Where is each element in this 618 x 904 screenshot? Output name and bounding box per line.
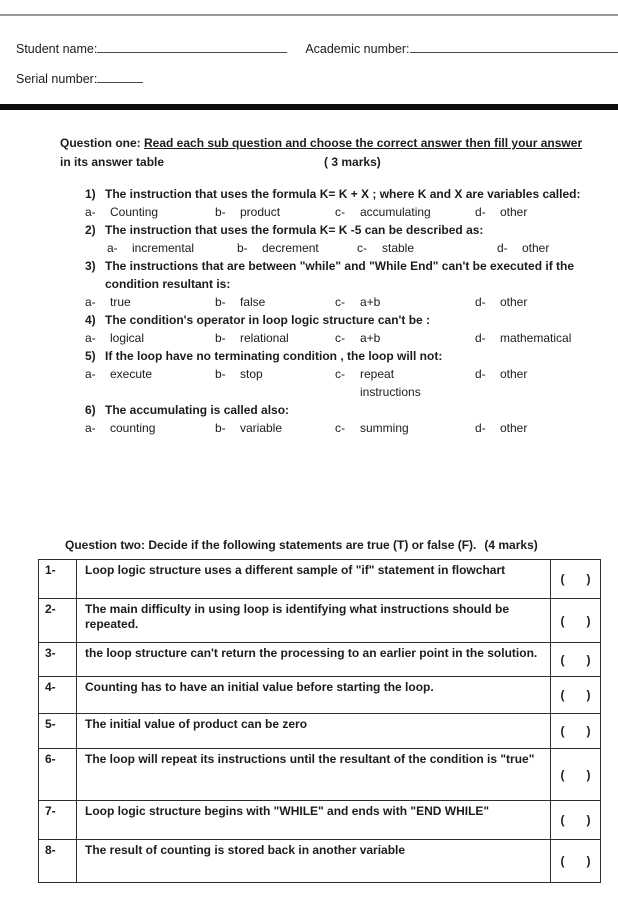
option-c: [357, 239, 497, 257]
option-letter: c-: [335, 295, 345, 309]
student-name-blank: [97, 39, 287, 53]
paren-open: (: [560, 688, 565, 702]
option-text: other: [500, 205, 528, 219]
mcq-number: 4): [85, 313, 96, 327]
option-letter: a-: [85, 205, 96, 219]
mcq-text: If the loop have no terminating condition , the loop will not:: [105, 349, 443, 363]
paren-open: (: [560, 813, 565, 827]
mcq-number: 2): [85, 223, 96, 237]
row-number: 1-: [39, 560, 77, 599]
paren-close: ): [586, 854, 591, 868]
option-a: [85, 329, 215, 347]
option-letter: c-: [357, 241, 367, 255]
row-number: 5-: [39, 714, 77, 749]
option-text: product: [240, 205, 281, 219]
mcq-number: 3): [85, 259, 96, 273]
option-text: repeat instructions: [360, 367, 421, 399]
paren-close: ): [586, 613, 591, 628]
option-text: true: [110, 295, 131, 309]
question-one-section: [60, 134, 592, 437]
row-statement: The loop will repeat its instructions until the resultant of the condition is "true": [77, 749, 551, 801]
option-a: [107, 239, 237, 257]
option-text: incremental: [132, 241, 195, 255]
serial-number-label: Serial number:: [16, 72, 98, 86]
option-text: decrement: [262, 241, 319, 255]
mcq-item-4: [85, 311, 590, 329]
option-letter: b-: [237, 241, 248, 255]
option-letter: c-: [335, 421, 345, 435]
option-text: other: [522, 241, 550, 255]
answer-cell: [551, 677, 601, 714]
option-letter: d-: [475, 421, 486, 435]
option-letter: c-: [335, 331, 345, 345]
question-one-marks: ( 3 marks): [324, 155, 381, 169]
question-two-heading: [65, 537, 618, 554]
paren-close: ): [586, 652, 591, 667]
mcq-number: 1): [85, 187, 96, 201]
option-text: false: [240, 295, 266, 309]
option-d: [475, 203, 590, 221]
mcq-options-4: [85, 329, 590, 347]
question-two-marks: (4 marks): [484, 538, 538, 552]
option-letter: a-: [85, 295, 96, 309]
answer-cell: [551, 643, 601, 677]
option-c: [335, 293, 475, 311]
paren-open: (: [560, 572, 565, 586]
row-number: 4-: [39, 677, 77, 714]
mcq-text: The condition's operator in loop logic structure can't be :: [105, 313, 431, 327]
section-divider: [0, 104, 618, 110]
option-text: variable: [240, 421, 283, 435]
true-false-table: [38, 559, 601, 883]
option-a: [85, 293, 215, 311]
option-letter: b-: [215, 205, 226, 219]
option-letter: d-: [497, 241, 508, 255]
mcq-options-2: [107, 239, 590, 257]
mcq-item-3: [85, 257, 590, 293]
row-statement: Loop logic structure begins with "WHILE" and ends with "END WHILE": [77, 801, 551, 840]
option-b: [215, 329, 335, 347]
option-text: other: [500, 421, 528, 435]
option-text: mathematical: [500, 331, 572, 345]
option-text: other: [500, 367, 528, 381]
option-text: relational: [240, 331, 289, 345]
question-one-heading: [60, 134, 592, 153]
mcq-number: 5): [85, 349, 96, 363]
option-letter: a-: [85, 331, 96, 345]
table-row-4: [39, 677, 601, 714]
mcq-options-1: [85, 203, 590, 221]
option-d: [475, 419, 590, 437]
option-a: [85, 365, 215, 401]
option-a: [85, 203, 215, 221]
academic-number-label: Academic number:: [305, 42, 410, 56]
mcq-text: The instruction that uses the formula K= K + X ; where K and X are variables called:: [105, 187, 581, 201]
answer-cell: [551, 840, 601, 883]
row-number: 8-: [39, 840, 77, 883]
question-one-heading-underlined: Read each sub question and choose the correct answer then fill your answer: [144, 136, 583, 150]
mcq-item-1: [85, 185, 590, 203]
option-b: [215, 203, 335, 221]
table-row-5: [39, 714, 601, 749]
option-d: [475, 329, 590, 347]
option-text: execute: [110, 367, 153, 381]
table-row-7: [39, 801, 601, 840]
option-letter: c-: [335, 367, 345, 381]
option-text: Counting: [110, 205, 159, 219]
option-b: [215, 365, 335, 401]
option-letter: d-: [475, 331, 486, 345]
answer-cell: [551, 599, 601, 643]
paren-open: (: [560, 854, 565, 868]
table-row-8: [39, 840, 601, 883]
mcq-options-5: [85, 365, 590, 401]
option-letter: b-: [215, 331, 226, 345]
option-text: a+b: [360, 331, 381, 345]
mcq-options-6: [85, 419, 590, 437]
header-row-1: [16, 39, 618, 56]
mcq-item-5: [85, 347, 590, 365]
option-c: [335, 419, 475, 437]
answer-cell: [551, 714, 601, 749]
option-d: [497, 239, 590, 257]
paren-close: ): [586, 767, 591, 782]
row-number: 7-: [39, 801, 77, 840]
student-name-label: Student name:: [16, 42, 98, 56]
row-number: 6-: [39, 749, 77, 801]
mcq-options-3: [85, 293, 590, 311]
option-c: [335, 365, 475, 401]
mcq-number: 6): [85, 403, 96, 417]
row-statement: Loop logic structure uses a different sample of "if" statement in flowchart: [77, 560, 551, 599]
answer-cell: [551, 801, 601, 840]
option-d: [475, 293, 590, 311]
question-one-heading-underlined-2: in its answer table: [60, 155, 165, 169]
option-text: stop: [240, 367, 263, 381]
table-row-6: [39, 749, 601, 801]
option-letter: d-: [475, 295, 486, 309]
option-b: [215, 293, 335, 311]
option-letter: a-: [107, 241, 118, 255]
table-row-3: [39, 643, 601, 677]
option-letter: a-: [85, 421, 96, 435]
question-one-heading-prefix: Question one:: [60, 136, 144, 150]
option-c: [335, 203, 475, 221]
row-statement: the loop structure can't return the processing to an earlier point in the solution.: [77, 643, 551, 677]
paren-close: ): [586, 813, 591, 827]
option-d: [475, 365, 590, 401]
paren-open: (: [560, 652, 565, 667]
paren-close: ): [586, 724, 591, 738]
option-c: [335, 329, 475, 347]
mcq-item-2: [85, 221, 590, 239]
option-text: stable: [382, 241, 415, 255]
top-divider: [0, 14, 618, 16]
table-row-1: [39, 560, 601, 599]
academic-number-blank: [410, 39, 618, 53]
option-text: summing: [360, 421, 409, 435]
paren-open: (: [560, 613, 565, 628]
paren-close: ): [586, 688, 591, 702]
paren-close: ): [586, 572, 591, 586]
mcq-text: The accumulating is called also:: [105, 403, 290, 417]
paren-open: (: [560, 767, 565, 782]
answer-cell: [551, 749, 601, 801]
option-text: counting: [110, 421, 156, 435]
option-letter: d-: [475, 367, 486, 381]
row-number: 2-: [39, 599, 77, 643]
option-b: [237, 239, 357, 257]
option-text: a+b: [360, 295, 381, 309]
option-letter: b-: [215, 367, 226, 381]
row-statement: The result of counting is stored back in another variable: [77, 840, 551, 883]
option-letter: d-: [475, 205, 486, 219]
option-letter: c-: [335, 205, 345, 219]
mcq-item-6: [85, 401, 590, 419]
row-statement: The main difficulty in using loop is identifying what instructions should be repeated.: [77, 599, 551, 643]
row-statement: Counting has to have an initial value before starting the loop.: [77, 677, 551, 714]
option-letter: b-: [215, 421, 226, 435]
option-letter: b-: [215, 295, 226, 309]
table-row-2: [39, 599, 601, 643]
option-letter: a-: [85, 367, 96, 381]
option-text: other: [500, 295, 528, 309]
option-text: accumulating: [360, 205, 431, 219]
option-text: logical: [110, 331, 145, 345]
option-b: [215, 419, 335, 437]
mcq-text: The instruction that uses the formula K= K -5 can be described as:: [105, 223, 484, 237]
question-two-heading-text: Question two: Decide if the following statements are true (T) or false (F).: [65, 538, 477, 552]
row-statement: The initial value of product can be zero: [77, 714, 551, 749]
header-row-2: [16, 69, 618, 86]
row-number: 3-: [39, 643, 77, 677]
serial-number-blank: [97, 69, 143, 83]
question-one-heading-line2: [60, 153, 592, 172]
paren-open: (: [560, 724, 565, 738]
option-a: [85, 419, 215, 437]
question-one-items: [85, 185, 590, 437]
mcq-text: The instructions that are between "while" and "While End" can't be executed if the condition resultant is:: [105, 259, 575, 291]
answer-cell: [551, 560, 601, 599]
